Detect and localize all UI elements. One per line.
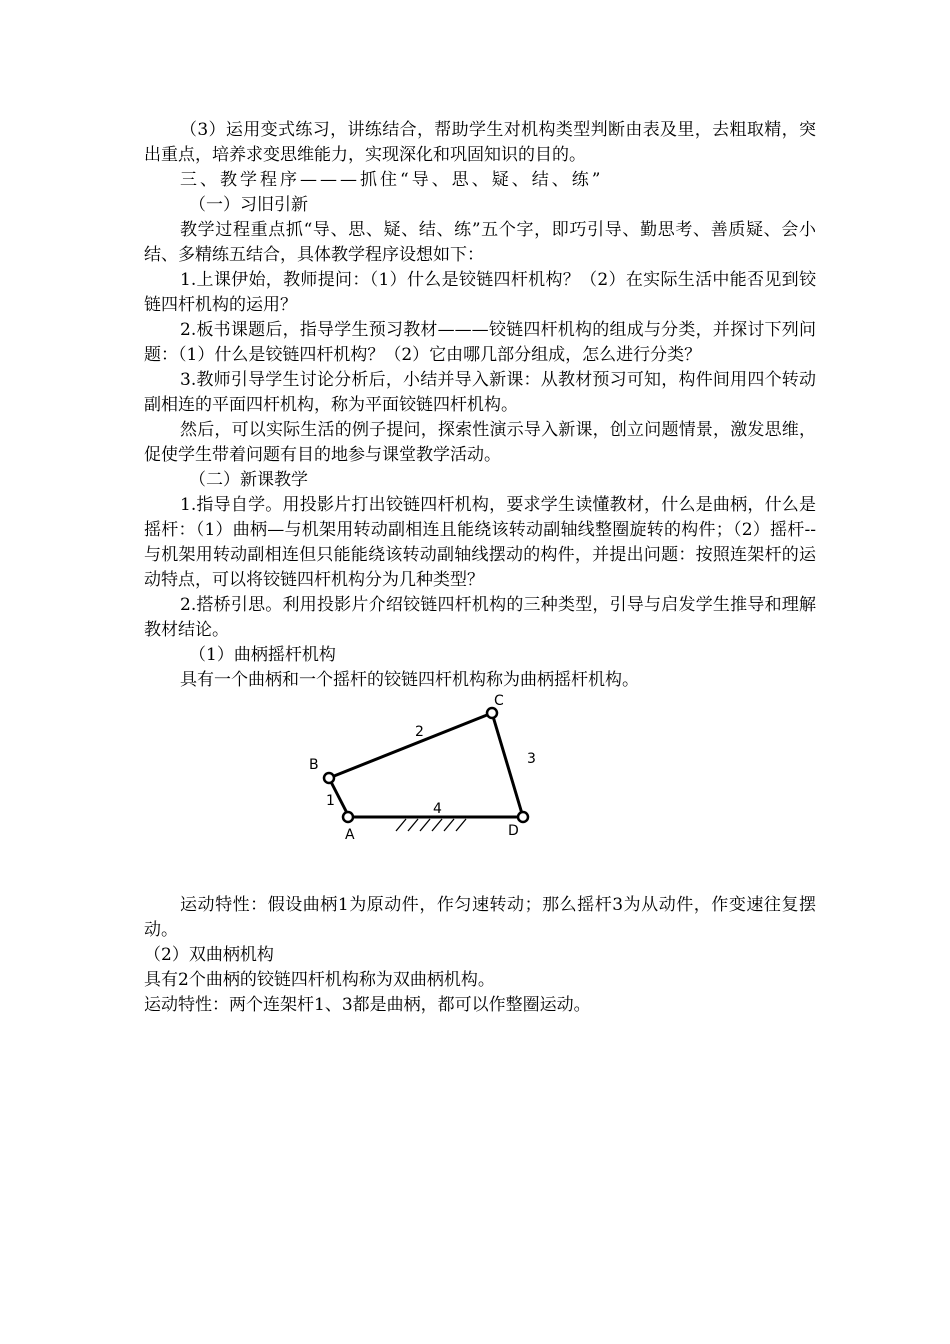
paragraph-11: 2.搭桥引思。利用投影片介绍铰链四杆机构的三种类型，引导与启发学生推导和理解教材结论。: [144, 595, 816, 640]
joint-b: [324, 773, 334, 783]
subsection-heading-1: （一）习旧引新: [189, 195, 308, 215]
paragraph-17: 运动特性：两个连架杆1、3都是曲柄，都可以作整圈运动。: [144, 995, 591, 1015]
label-link-1: 1: [326, 793, 335, 809]
label-joint-c: C: [494, 693, 504, 709]
paragraph-7: 3.教师引导学生讨论分析后，小结并导入新课：从教材预习可知，构件间用四个转动副相连的平面四杆机构，称为平面铰链四杆机构。: [144, 370, 816, 415]
paragraph-5: 1.上课伊始，教师提问：（1）什么是铰链四杆机构？（2）在实际生活中能否见到铰链四杆机构的运用？: [144, 270, 816, 315]
joint-c: [487, 708, 497, 718]
paragraph-4: 教学过程重点抓“导、思、疑、结、练”五个字，即巧引导、勤思考、善质疑、会小结、多精练五结合，具体教学程序设想如下：: [144, 220, 816, 265]
paragraph-6: 2.板书课题后，指导学生预习教材———铰链四杆机构的组成与分类，并探讨下列问题：（1）什么是铰链四杆机构？（2）它由哪几部分组成，怎么进行分类？: [144, 320, 816, 365]
ground-hatching: [396, 819, 466, 831]
label-link-3: 3: [527, 751, 536, 767]
joint-a: [343, 812, 353, 822]
paragraph-8: 然后，可以实际生活的例子提问，探索性演示导入新课，创立问题情景，激发思维，促使学生带着问题有目的地参与课堂教学活动。: [144, 420, 816, 465]
label-joint-d: D: [508, 823, 519, 839]
label-link-4: 4: [433, 801, 442, 817]
link-2-coupler: [329, 713, 492, 778]
subsection-heading-crank-rocker: （1）曲柄摇杆机构: [189, 645, 336, 665]
subsection-heading-double-crank: （2）双曲柄机构: [144, 945, 274, 965]
label-joint-a: A: [345, 827, 355, 843]
paragraph-10: 1.指导自学。用投影片打出铰链四杆机构，要求学生读懂教材，什么是曲柄，什么是摇杆：（1）曲柄—与机架用转动副相连且能绕该转动副轴线整圈旋转的构件；（2）摇杆--与机架用转动副相连但只能能绕该转动副轴线摆动的构件，并提出问题：按照连架杆的运动特点，可以将铰链四杆机构分为几种类型？: [144, 495, 816, 590]
label-joint-b: B: [309, 757, 319, 773]
label-link-2: 2: [415, 724, 424, 740]
subsection-heading-2: （二）新课教学: [189, 470, 308, 490]
four-bar-linkage-diagram: [144, 693, 816, 893]
document-body: [144, 118, 816, 1018]
link-3-rocker: [492, 713, 523, 817]
four-bar-linkage-figure: [144, 693, 816, 893]
paragraph-1: （3）运用变式练习，讲练结合，帮助学生对机构类型判断由表及里，去粗取精，突出重点，培养求变思维能力，实现深化和巩固知识的目的。: [144, 120, 816, 165]
paragraph-13: 具有一个曲柄和一个摇杆的铰链四杆机构称为曲柄摇杆机构。: [180, 670, 639, 690]
paragraph-14: 运动特性：假设曲柄1为原动件，作匀速转动；那么摇杆3为从动件，作变速往复摆动。: [144, 895, 816, 940]
section-heading-3: 三、教学程序———抓住“导、思、疑、结、练”: [180, 170, 604, 190]
paragraph-16: 具有2个曲柄的铰链四杆机构称为双曲柄机构。: [144, 970, 495, 990]
joint-d: [518, 812, 528, 822]
